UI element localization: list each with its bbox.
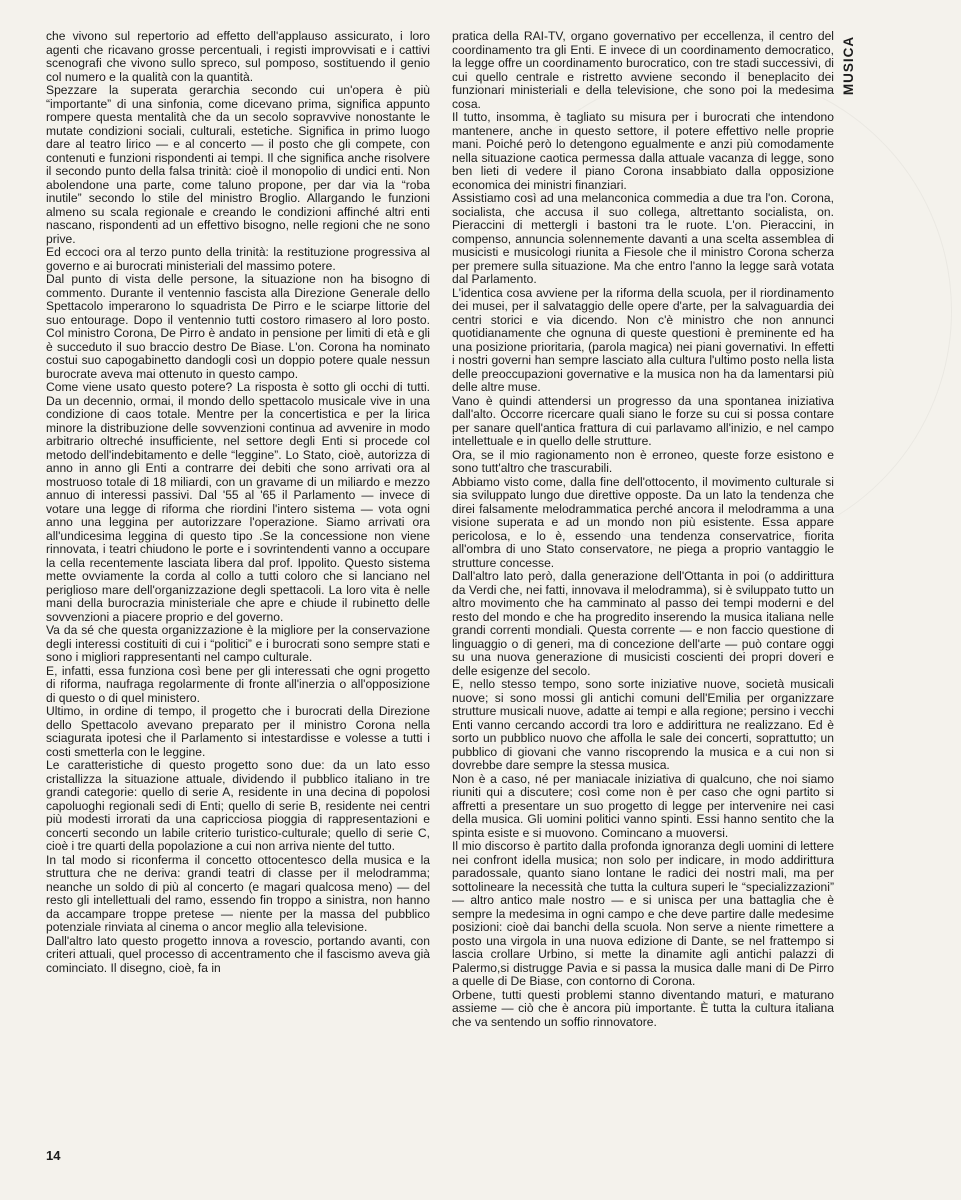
article-column-left (46, 30, 430, 1120)
paragraph: Il mio discorso è partito dalla profonda ignoranza degli uomini di lettere nei confront idella musica; non solo per indicare, in modo addirittura paradossale, quanto siano lontane le radici dei nostri mali, ma per sottolineare la necessità che tutta la cultura superi le “specializzazioni” — altro antico male nostro — e si unisca per una battaglia che è sempre la medesima in ogni campo e che deve partire dalle medesime posizioni: cioè dai banchi della scuola. Non serve a niente rimettere a posto una virgola in una nuova edizione di Dante, se nel frattempo si lascia crollare Urbino, si mette la dinamite agli antichi palazzi di Palermo,si distrugge Pavia e si passa la musica dalle mani di De Pirro a quelle di De Biase, con contorno di Corona. (452, 839, 834, 988)
paragraph: Vano è quindi attendersi un progresso da una spontanea iniziativa dall'alto. Occorre ricercare quali siano le forze su cui si possa contare per sanare quell'antica frattura di cui parlavamo all'inizio, e nel campo intellettuale e in quello delle strutture. (452, 393, 834, 448)
paragraph: Il tutto, insomma, è tagliato su misura per i burocrati che intendono mantenere, anche in questo settore, il potere effettivo nelle proprie mani. Poiché però lo detengono egualmente e anzi più comodamente nella situazione caotica permessa dalla attuale vacanza di legge, sono ben lieti di vedere il piano Corona insabbiato dalla opposizione economica dei ministri finanziari. (452, 110, 834, 192)
page-number: 14 (46, 1148, 61, 1163)
paragraph: L'identica cosa avviene per la riforma della scuola, per il riordinamento dei musei, per il salvataggio delle opere d'arte, per la salvaguardia dei centri storici e via dicendo. Non c'è ministro che non annunci quotidianamente che ognuna di queste questioni è preminente ed ha una posizione prioritaria, (parola magica) nei piani governativi. In effetti i nostri governi han sempre lasciato alla cultura l'ultimo posto nella lista delle preoccupazioni governative e la musica non ha da lamentarsi più delle altre muse. (452, 285, 834, 394)
paragraph: Le caratteristiche di questo progetto sono due: da un lato esso cristallizza la situazione attuale, dividendo il pubblico italiano in tre grandi categorie: quello di serie A, residente in una decina di popolosi capoluoghi regionali sedi di Enti; quello di serie B, residente nei centri più modesti irrorati da una capricciosa pioggia di rappresentazioni e concerti secondo un labile criterio turistico-culturale; quello di serie C, cioè i tre quarti della popolazione a cui non arriva niente del tutto. (46, 758, 430, 853)
paragraph: Ora, se il mio ragionamento non è erroneo, queste forze esistono e sono tutt'altro che trascurabili. (452, 447, 834, 475)
paragraph: Dall'altro lato però, dalla generazione dell'Ottanta in poi (o addirittura da Verdi che, nei fatti, innovava il melodramma), si è sviluppato tutto un altro movimento che ha camminato al passo dei tempi moderni e del resto del mondo e che ha progredito inserendo la musica italiana nelle grandi correnti mondiali. Questa corrente — e non faccio questione di linguaggio o di generi, ma di concezione dell'arte — può contare oggi su una nuova generazione di musicisti coscienti dei propri doveri e delle esigenze del secolo. (452, 569, 834, 678)
paragraph: Va da sé che questa organizzazione è la migliore per la conservazione degli interessi costituiti di cui i “politici” e i burocrati sono sempre stati e sono i migliori rappresentanti nel campo culturale. (46, 623, 430, 664)
paragraph: E, nello stesso tempo, sono sorte iniziative nuove, società musicali nuove; si sono mossi gli antichi comuni dell'Emilia per organizzare strutture musicali nuove, adatte ai tempi e alla regione; persino i vecchi Enti vanno cercando accordi tra loro e addirittura ne realizzano. Ed è sorto un pubblico nuovo che affolla le sale dei concerti, soprattutto; un pubblico di giovani che vanno riscoprendo la musica e a cui non si dovrebbe dare sempre la stessa musica. (452, 677, 834, 772)
paragraph: Orbene, tutti questi problemi stanno diventando maturi, e maturano assieme — ciò che è ancora più importante. È tutta la cultura italiana che va sentendo un soffio rinnovatore. (452, 987, 834, 1029)
paragraph: E, infatti, essa funziona così bene per gli interessati che ogni progetto di riforma, naufraga regolarmente di fronte all'inerzia o all'opposizione di questo o di quel ministero. (46, 663, 430, 705)
paragraph: Dal punto di vista delle persone, la situazione non ha bisogno di commento. Durante il ventennio fascista alla Direzione Generale dello Spettacolo imperarono lo squadrista De Pirro e le sciarpe littorie del suo entourage. Dopo il ventennio tutti costoro rimasero al loro posto. Col ministro Corona, De Pirro è andato in pensione per limiti di età e gli è succeduto il suo braccio destro De Biase. L'on. Corona ha nominato costui suo capogabinetto dandogli così un doppio potere quale nessun burocrate aveva mai ottenuto in questo campo. (46, 272, 430, 381)
paragraph: In tal modo si riconferma il concetto ottocentesco della musica e la struttura che ne deriva: grandi teatri di classe per il melodramma; neanche un soldo di più al concerto (e magari qualcosa meno) — del resto gli intellettuali del ramo, essendo fin troppo a sinistra, non hanno da accampare troppe pretese — niente per la massa del pubblico potenziale rinviata al cinema o ancor meglio alla televisione. (46, 852, 430, 934)
paragraph: che vivono sul repertorio ad effetto dell'applauso assicurato, i loro agenti che ricavano grosse percentuali, i registi improvvisati e i cattivi scenografi che vivono sullo spreco, sul pomposo, sostituendo il genio col numero e la qualità con la quantità. (46, 30, 430, 84)
paragraph: Assistiamo così ad una melanconica commedia a due tra l'on. Corona, socialista, che accusa il suo collega, altrettanto socialista, on. Pieraccini di mettergli i bastoni tra le ruote. L'on. Pieraccini, in compenso, annuncia solennemente davanti a una scelta assemblea di musicisti e musicologi riunita a Fiesole che il ministro Corona scherza per premere sulla situazione. Ma che entro l'anno la legge sarà votata dal Parlamento. (452, 191, 834, 286)
paragraph: Ed eccoci ora al terzo punto della trinità: la restituzione progressiva al governo e ai burocrati ministeriali del massimo potere. (46, 245, 430, 273)
paragraph: Come viene usato questo potere? La risposta è sotto gli occhi di tutti. Da un decennio, ormai, il mondo dello spettacolo musicale vive in una condizione di caos totale. Mentre per la concertistica e per la lirica minore la distribuzione delle sovvenzioni continua ad avvenire in modo arbitrario oltreché insufficiente, nel settore degli Enti si procede col metodo dell'indebitamento e delle “leggine”. Lo Stato, cioè, autorizza di anno in anno gli Enti a contrarre dei debiti che sono arrivati ora al mostruoso totale di 18 miliardi, con un gravame di un miliardo e mezzo annuo di interessi passivi. Dal '55 al '65 il Parlamento — invece di votare una legge di riforma che riordini l'intero sistema — vota ogni anno una leggina per autorizzare l'operazione. Siamo arrivati ora all'undicesima leggina di questo tipo .Se la concessione non viene rinnovata, i teatri chiudono le porte e i sovrintendenti vanno a occupare la cella recentemente lasciata libera dal prof. Ippolito. Questo sistema mette ovviamente la corda al collo a tutti coloro che si lanciano nel periglioso mare dell'organizzazione degli spettacoli. La loro vita è nelle mani della burocrazia ministeriale che apre e chiude il rubinetto delle sovvenzioni a piacere proprio e del governo. (46, 380, 430, 624)
paragraph: Dall'altro lato questo progetto innova a rovescio, portando avanti, con criteri attuali, quel processo di accentramento che il fascismo aveva già cominciato. Il disegno, cioè, fa in (46, 933, 430, 975)
paragraph: Ultimo, in ordine di tempo, il progetto che i burocrati della Direzione dello Spettacolo avevano preparato per il ministro Corona nella sciagurata ipotesi che il Parlamento si intestardisse e volesse a tutti i costi smetterla con le leggine. (46, 704, 430, 759)
paragraph: Non è a caso, né per maniacale iniziativa di qualcuno, che noi siamo riuniti qui a discutere; così come non è per caso che ogni partito si affretti a presentare un suo progetto di legge per intervenire nei casi della musica. Gli uomini politici vanno spinti. Essi hanno sentito che la spinta esiste e si muovono. Comincano a muoversi. (452, 771, 834, 840)
section-label (838, 30, 860, 100)
paragraph: Spezzare la superata gerarchia secondo cui un'opera è più “importante” di una sinfonia, come dicevano prima, significa appunto rompere questa mentalità che da un secolo sopravvive nonostante le mutate condizioni sociali, culturali, estetiche. Significa in primo luogo dare al teatro lirico — e al concerto — il posto che gli compete, con contenuti e funzioni rispondenti ai tempi. Il che significa anche risolvere il secondo punto della falsa trinità: cioè il monopolio di undici enti. Non abolendone una parte, come taluno propone, per dar via la “roba inutile” secondo lo stile del ministro Broglio. Allargando le funzioni almeno su scala regionale e creando le condizioni affinché altri enti nascano, rispondenti ad un effettivo bisogno, nelle regioni che ne sono prive. (46, 83, 430, 246)
article-column-right (452, 30, 834, 1115)
section-label-text: MUSICA (841, 35, 857, 95)
paragraph: Abbiamo visto come, dalla fine dell'ottocento, il movimento culturale si sia sviluppato lungo due direttive opposte. Da un lato la tendenza che direi falsamente melodrammatica perché ancora il melodramma a una visione superata e ad un mondo non più esistente. Essa appare pericolosa, e lo è, essendo una tendenza conservatrice, fiorita all'ombra di uno Stato conservatore, ne piega a proprio vantaggio le strutture concesse. (452, 474, 834, 570)
paragraph: pratica della RAI-TV, organo governativo per eccellenza, il centro del coordinamento tra gli Enti. E invece di un coordinamento democratico, la legge offre un coordinamento burocratico, con tre stadi successivi, di cui quello centrale e ristretto avviene secondo il beneplacito dei funzionari ministeriali e della televisione, che sono poi la medesima cosa. (452, 30, 834, 111)
